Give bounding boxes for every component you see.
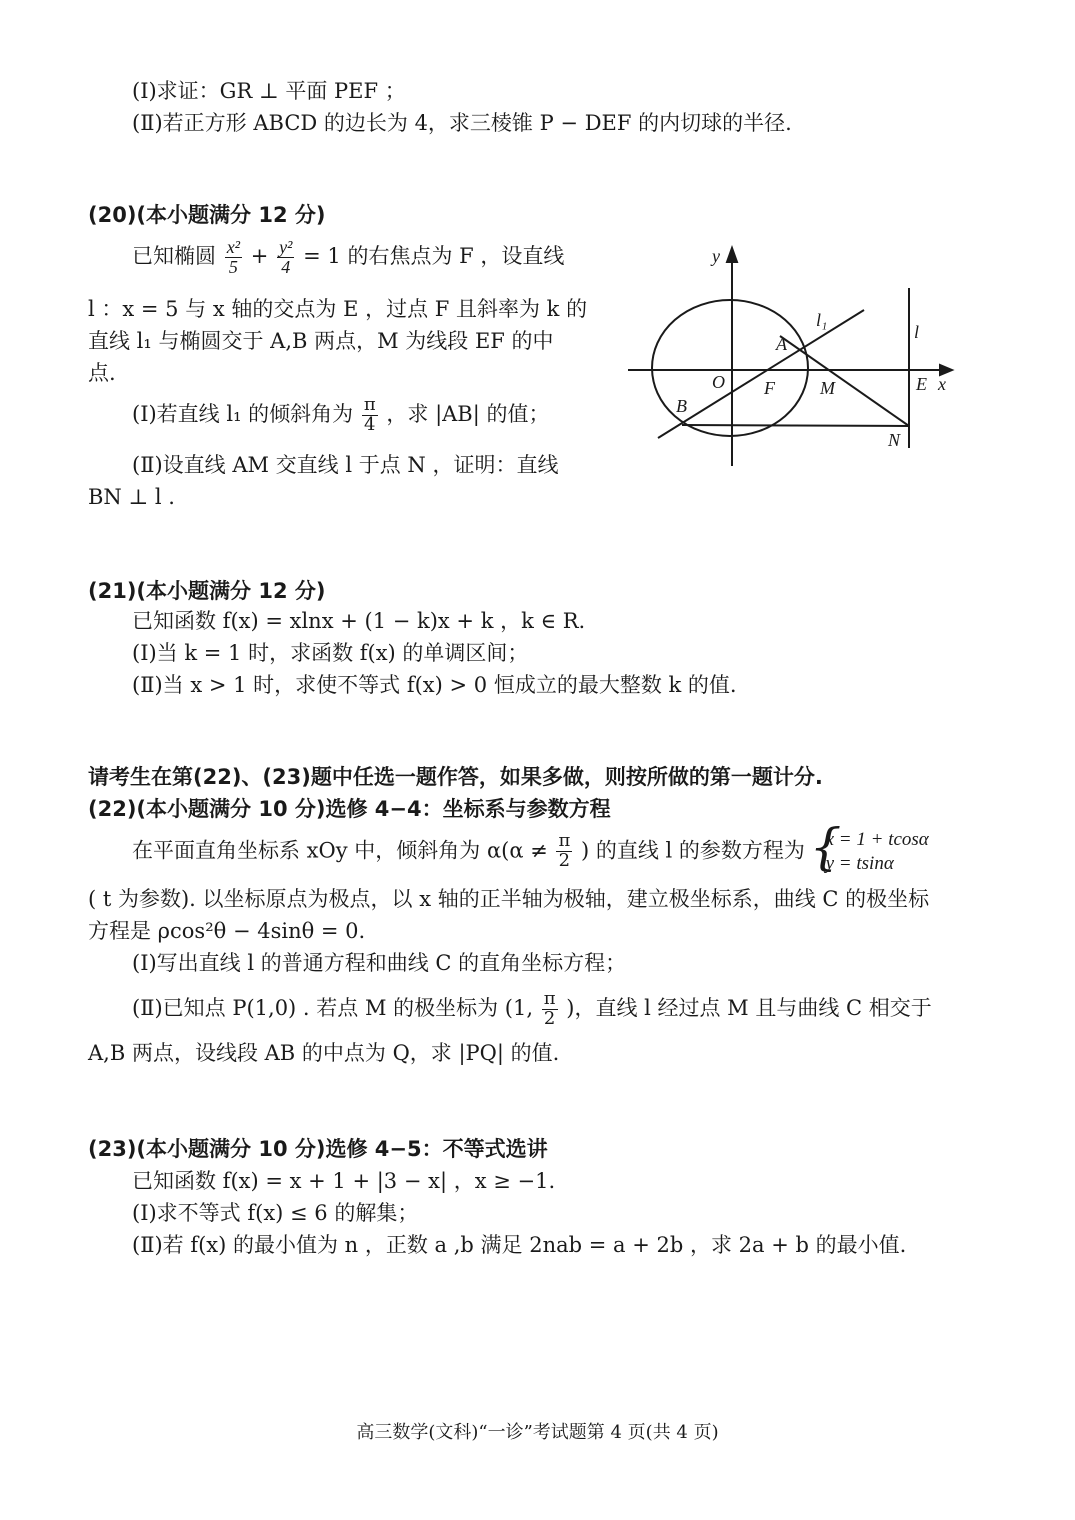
q20-header: (20)(本小题满分 12 分) bbox=[88, 203, 326, 227]
q22-part2-line2: A,B 两点，设线段 AB 的中点为 Q，求 |PQ| 的值. bbox=[88, 1041, 560, 1065]
q21-part1: (Ⅰ)当 k = 1 时，求函数 f(x) 的单调区间； bbox=[132, 641, 529, 665]
q22-stem-a: 在平面直角坐标系 xOy 中，倾斜角为 α(α ≠ bbox=[132, 838, 548, 863]
q20-part1-frac-den: 4 bbox=[364, 413, 376, 435]
q21-stem: 已知函数 f(x) = xlnx + (1 − k)x + k ，k ∈ R. bbox=[132, 609, 586, 633]
q20-stem-line1 bbox=[132, 238, 564, 277]
q21-header: (21)(本小题满分 12 分) bbox=[88, 579, 326, 603]
label-origin: O bbox=[712, 372, 725, 392]
q23-part1: (Ⅰ)求不等式 f(x) ≤ 6 的解集； bbox=[132, 1201, 419, 1225]
label-x: x bbox=[938, 374, 946, 394]
q22-part2-frac-den: 2 bbox=[543, 1007, 556, 1029]
q20-stem-line3: 直线 l₁ 与椭圆交于 A,B 两点，M 为线段 EF 的中 bbox=[88, 329, 554, 353]
q22-part2-frac-num: π bbox=[543, 988, 556, 1009]
q20-stem-b: = 1 的右焦点为 F ，设直线 bbox=[303, 243, 565, 268]
line-bn bbox=[682, 425, 909, 426]
q20-part1-b: ，求 |AB| 的值； bbox=[386, 401, 550, 426]
q22-param-x: { x = 1 + tcosα bbox=[825, 829, 929, 850]
q22-part2-line1 bbox=[132, 990, 932, 1029]
q22-part2-a: (Ⅱ)已知点 P(1,0) . 若点 M 的极坐标为 (1, bbox=[132, 995, 534, 1020]
q22-stem-line3: 方程是 ρcos²θ − 4sinθ = 0. bbox=[88, 919, 366, 943]
label-a: A bbox=[776, 334, 787, 354]
q20-part1 bbox=[132, 396, 550, 435]
label-b: B bbox=[676, 396, 687, 416]
q21-part2: (Ⅱ)当 x > 1 时，求使不等式 f(x) > 0 恒成立的最大整数 k 的值. bbox=[132, 673, 737, 697]
q20-frac-y-den: 4 bbox=[281, 256, 291, 277]
ellipse-figure bbox=[620, 238, 960, 478]
q19-part2: (Ⅱ)若正方形 ABCD 的边长为 4，求三棱锥 P − DEF 的内切球的半径. bbox=[132, 111, 792, 135]
q20-frac-x-num: x² bbox=[226, 237, 241, 257]
q20-part1-frac bbox=[362, 396, 378, 435]
label-f: F bbox=[764, 378, 775, 398]
q22-part2-b: )，直线 l 经过点 M 且与曲线 C 相交于 bbox=[566, 995, 932, 1020]
label-m: M bbox=[820, 378, 835, 398]
label-e: E bbox=[916, 374, 927, 394]
q22-param-system bbox=[812, 828, 929, 876]
label-l1: l₁ bbox=[816, 310, 828, 330]
q22-stem-line2: ( t 为参数). 以坐标原点为极点，以 x 轴的正半轴为极轴，建立极坐标系，曲线 C 的极坐标 bbox=[88, 887, 930, 911]
q23-part2: (Ⅱ)若 f(x) 的最小值为 n ，正数 a ,b 满足 2nab = a + 2b ，求 2a + b 的最小值. bbox=[132, 1233, 907, 1257]
label-n: N bbox=[888, 430, 901, 450]
q20-part1-frac-num: π bbox=[363, 394, 376, 415]
q20-frac-x bbox=[225, 238, 242, 277]
y-axis-arrow bbox=[727, 248, 737, 262]
q22-part1: (Ⅰ)写出直线 l 的普通方程和曲线 C 的直角坐标方程； bbox=[132, 951, 627, 975]
q23-stem: 已知函数 f(x) = x + 1 + |3 − x| ，x ≥ −1. bbox=[132, 1169, 556, 1193]
label-l: l bbox=[914, 322, 920, 342]
label-y: y bbox=[712, 246, 720, 266]
q20-frac-x-den: 5 bbox=[228, 256, 238, 277]
q22-stem-frac bbox=[556, 832, 572, 871]
q20-stem-a: 已知椭圆 bbox=[132, 243, 216, 268]
q23-header: (23)(本小题满分 10 分)选修 4−5：不等式选讲 bbox=[88, 1137, 548, 1161]
q22-stem-line1 bbox=[132, 828, 929, 876]
q19-part1: (Ⅰ)求证：GR ⊥ 平面 PEF ； bbox=[132, 79, 406, 103]
q20-frac-y bbox=[277, 238, 294, 277]
q20-part2-line2: BN ⊥ l . bbox=[88, 485, 175, 509]
q22-param-y: y = tsinα bbox=[825, 852, 894, 874]
q22-part2-frac bbox=[542, 990, 558, 1029]
q20-stem-line4: 点. bbox=[88, 361, 116, 385]
q20-part2-line1: (Ⅱ)设直线 AM 交直线 l 于点 N ，证明：直线 bbox=[132, 453, 559, 477]
q20-frac-y-num: y² bbox=[279, 237, 293, 257]
q22-header: (22)(本小题满分 10 分)选修 4−4：坐标系与参数方程 bbox=[88, 797, 611, 821]
q20-plus: + bbox=[250, 243, 269, 268]
q20-stem-line2: l ：x = 5 与 x 轴的交点为 E ，过点 F 且斜率为 k 的 bbox=[88, 297, 588, 321]
line-an bbox=[780, 336, 909, 426]
q22-stem-frac-num: π bbox=[558, 830, 571, 852]
q22-stem-b: ) 的直线 l 的参数方程为 bbox=[581, 838, 805, 863]
page-footer: 高三数学(文科)“一诊”考试题第 4 页(共 4 页) bbox=[356, 1422, 719, 1443]
q22-stem-frac-den: 2 bbox=[558, 850, 571, 872]
q20-part1-a: (Ⅰ)若直线 l₁ 的倾斜角为 bbox=[132, 401, 354, 426]
choose-instruction: 请考生在第(22)、(23)题中任选一题作答，如果多做，则按所做的第一题计分. bbox=[88, 765, 823, 789]
